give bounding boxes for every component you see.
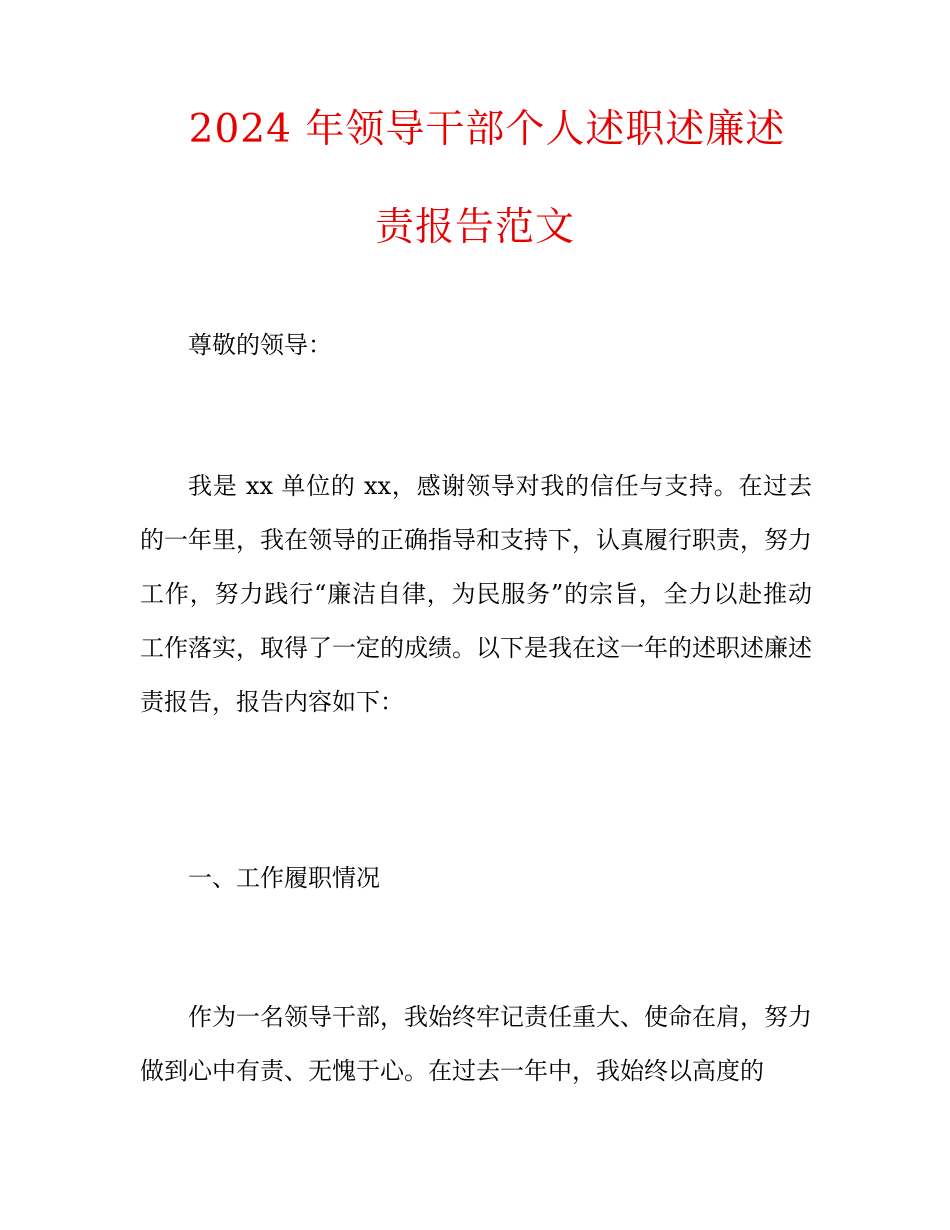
document-title-line-2: 责报告范文	[374, 205, 575, 250]
body-paragraph: 作为一名领导干部，我始终牢记责任重大、使命在肩，努力做到心中有责、无愧于心。在过去一年中，我始终以高度的	[140, 1003, 812, 1085]
salutation: 尊敬的领导：	[188, 331, 332, 359]
section-heading: 一、工作履职情况	[188, 864, 380, 892]
document-title-line-1: 2024 年领导干部个人述职述廉述	[188, 107, 786, 152]
intro-paragraph: 我是 xx 单位的 xx，感谢领导对我的信任与支持。在过去的一年里，我在领导的正确指导和支持下，认真履行职责，努力工作，努力践行“廉洁自律，为民服务”的宗旨，全力以赴推动工作落实，取得了一定的成绩。以下是我在这一年的述职述廉述责报告，报告内容如下：	[140, 472, 812, 716]
